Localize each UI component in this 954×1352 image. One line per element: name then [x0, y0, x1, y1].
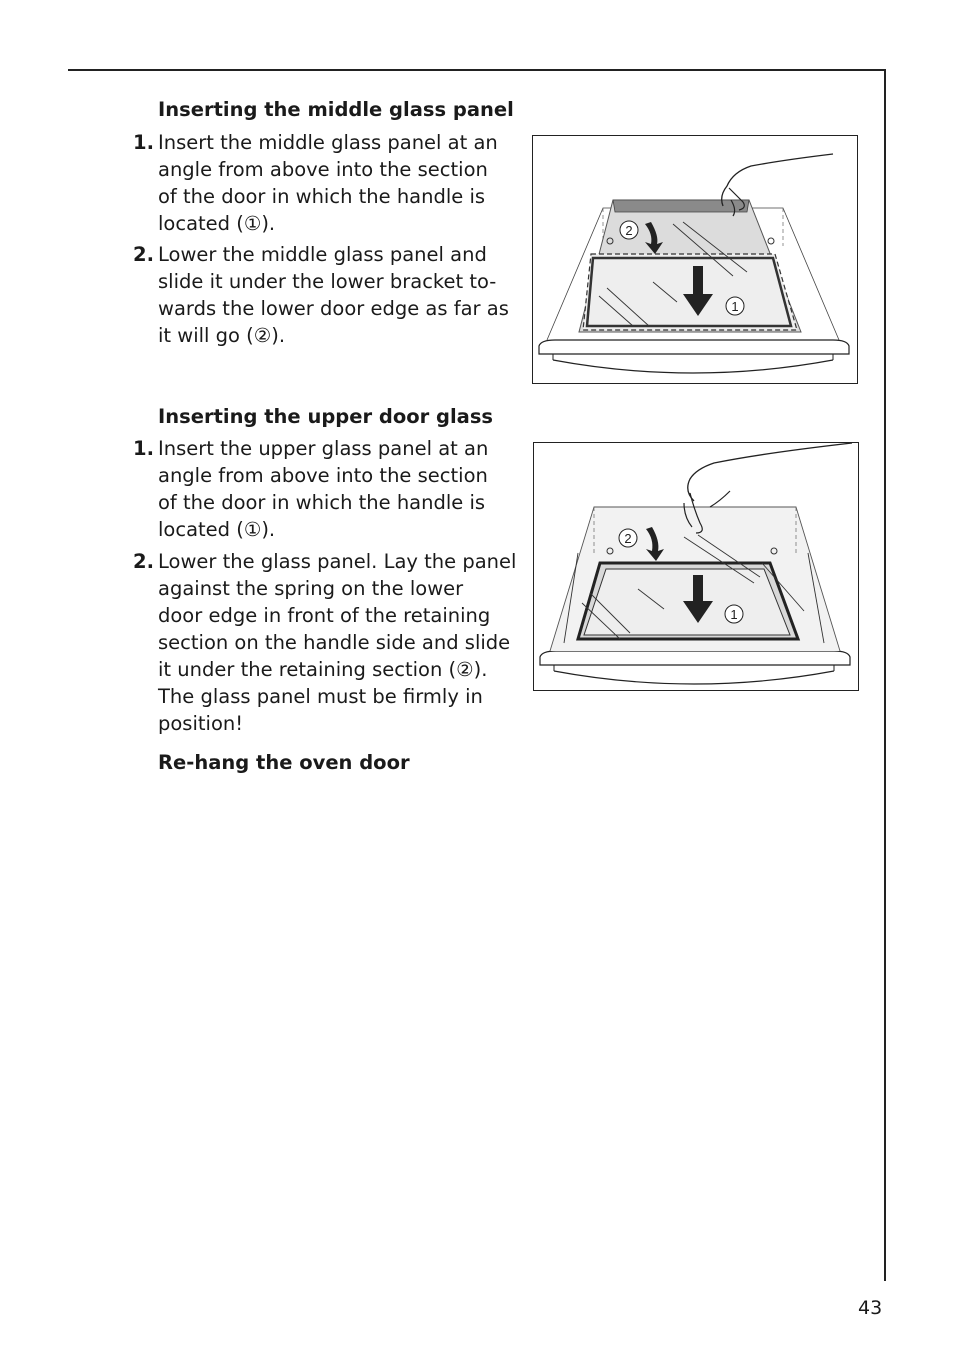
right-margin-rule [884, 69, 886, 1281]
step-text: Lower the glass panel. Lay the panel against the spring on the lower door edge in front of the retaining section on the handle side and slide it under the retaining section (②). The glass panel must be firmly in position! [158, 550, 517, 735]
figure-middle-glass-panel [532, 135, 858, 384]
step-text: Insert the middle glass panel at an angle from above into the section of the door in which the handle is located (①). [158, 131, 498, 235]
step-text: Insert the upper glass panel at an angle from above into the section of the door in which the handle is located (①). [158, 437, 489, 541]
section-heading-middle-glass: Inserting the middle glass panel [158, 98, 514, 121]
step-number: 2. [133, 243, 154, 266]
figure-label-1: 1 [731, 299, 739, 314]
figure-upper-door-glass [533, 442, 859, 691]
step-text: Lower the middle glass panel and slide it under the lower bracket to- wards the lower door edge as far as it will go (②). [158, 243, 509, 347]
figure-label-2: 2 [624, 531, 632, 546]
step-number: 1. [133, 437, 154, 460]
door-illustration [534, 443, 858, 690]
figure-label-2: 2 [625, 223, 633, 238]
figure-label-1: 1 [730, 607, 738, 622]
page-number: 43 [858, 1297, 883, 1319]
step-number: 2. [133, 550, 154, 573]
step-number: 1. [133, 131, 154, 154]
top-rule [68, 69, 886, 71]
door-illustration [533, 136, 857, 383]
section-heading-upper-glass: Inserting the upper door glass [158, 405, 494, 428]
section-heading-rehang-door: Re-hang the oven door [158, 751, 410, 774]
